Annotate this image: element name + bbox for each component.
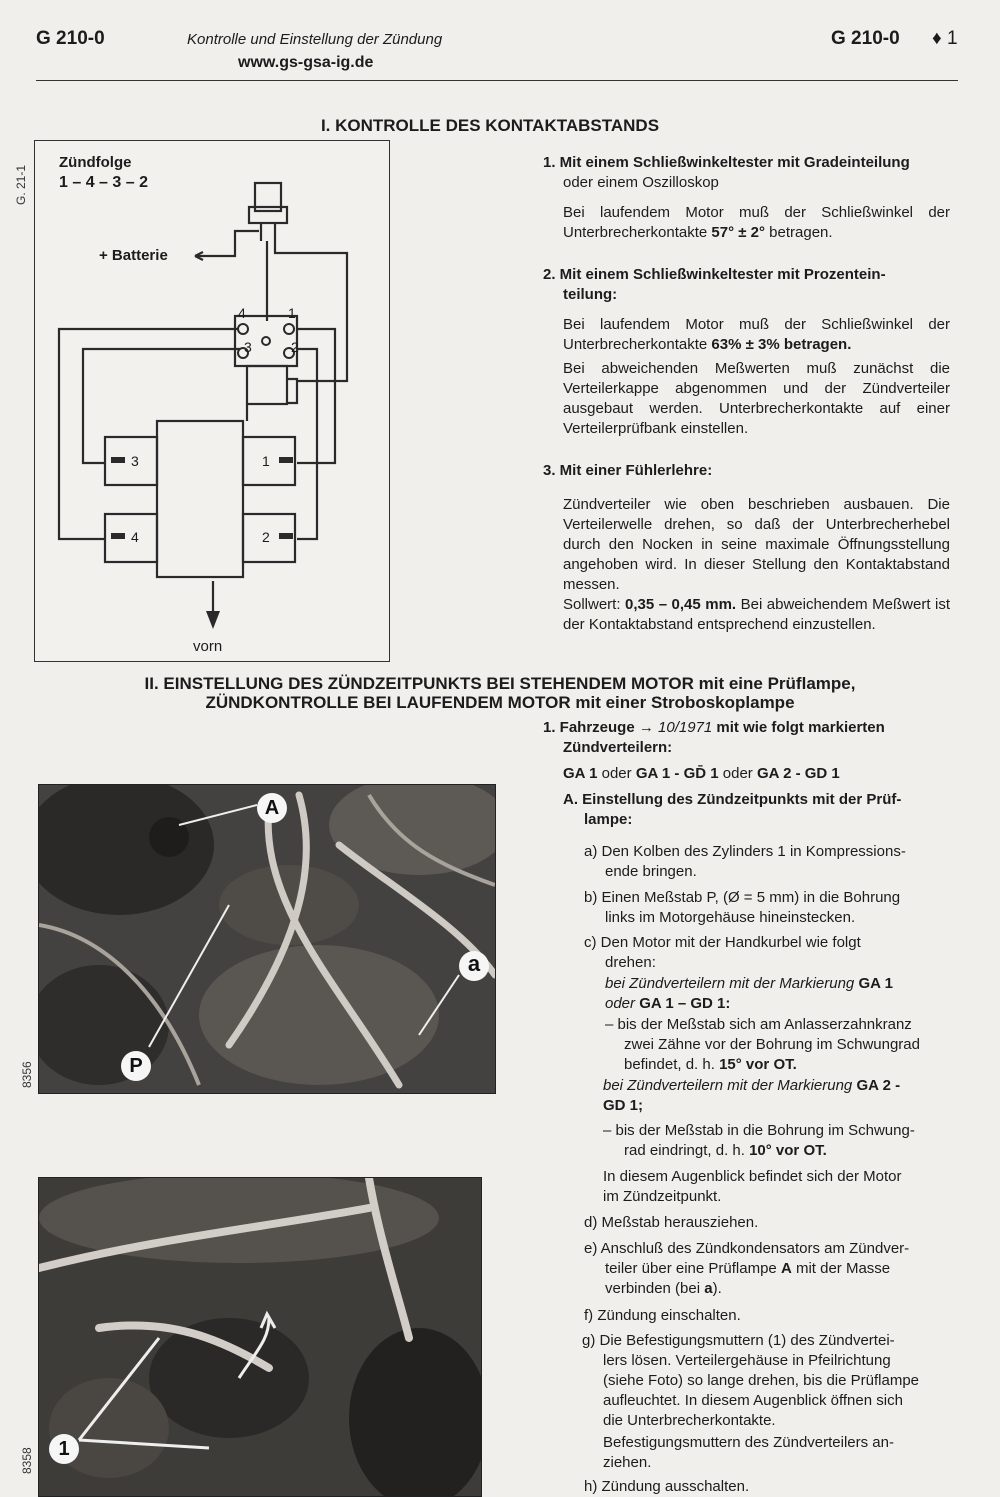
- step2-text-a: Bei laufendem Motor muß der Schließwinkel der Unterbrecherkontakte 63% ± 3% betragen.: [563, 316, 950, 353]
- engine-photo-1: [38, 784, 496, 1094]
- item-a-2: ende bringen.: [605, 863, 697, 880]
- item-h-1: h) Zündung ausschalten.: [584, 1478, 750, 1495]
- photo1-callout-A: A: [257, 793, 287, 823]
- header-title: Kontrolle und Einstellung der Zündung: [187, 31, 443, 48]
- cyl-label-3: 3: [131, 453, 139, 469]
- step3-text-a: Zündverteiler wie oben beschrieben ausbauen. Die Verteilerwelle drehen, so daß der Unterbrecherhebel durch den Nocken in seine maximale Öffnungsstellung angehoben wird. In dieser Stellung den Kontaktabstand messen.: [563, 496, 950, 593]
- item-g-4: aufleuchtet. In diesem Augenblick öffnen sich: [603, 1392, 903, 1409]
- section1-title: I. KONTROLLE DES KONTAKTABSTANDS: [320, 116, 660, 135]
- photo1-callout-a: a: [459, 951, 489, 981]
- item-b-2: links im Motorgehäuse hineinstecken.: [605, 909, 856, 926]
- item-e-1: e) Anschluß des Zündkondensators am Zündver-: [584, 1240, 910, 1257]
- item-c-10: – bis der Meßstab in die Bohrung im Schwung-: [603, 1122, 915, 1139]
- s2-step1-l1: 1. Fahrzeuge → 10/1971 mit wie folgt markierten: [543, 719, 885, 736]
- photo2-callout-1: 1: [49, 1434, 79, 1464]
- item-c-6: zwei Zähne vor der Bohrung im Schwungrad: [624, 1036, 920, 1053]
- step1-heading: 1. Mit einem Schließwinkeltester mit Gradeinteilung: [543, 154, 910, 171]
- step3-text-b: Sollwert: 0,35 – 0,45 mm. Bei abweichendem Meßwert ist der Kontaktabstand entsprechend einzustellen.: [563, 596, 950, 633]
- item-g-5: die Unterbrecherkontakte.: [603, 1412, 776, 1429]
- step1-text: Bei laufendem Motor muß der Schließwinkel der Unterbrecherkontakte 57° ± 2° betragen.: [563, 204, 950, 241]
- dist-num-3: 3: [244, 339, 252, 355]
- step2-heading-cont: teilung:: [563, 286, 618, 303]
- photo2-id: 8358: [20, 1447, 34, 1474]
- item-c-12: In diesem Augenblick befindet sich der Motor: [603, 1168, 902, 1185]
- header-code-right: G 210-0: [831, 28, 900, 49]
- s2-step1-l2: Zündverteilern:: [563, 739, 673, 756]
- cyl-label-4: 4: [131, 529, 139, 545]
- s2-subA-l2: lampe:: [584, 811, 633, 828]
- item-d-1: d) Meßstab herausziehen.: [584, 1214, 759, 1231]
- battery-label: + Batterie: [99, 247, 168, 264]
- firing-order-label: Zündfolge: [59, 154, 132, 171]
- engine-photo-2: [38, 1177, 482, 1497]
- item-e-3: verbinden (bei a).: [605, 1280, 722, 1297]
- item-a-1: a) Den Kolben des Zylinders 1 in Kompressions-: [584, 843, 906, 860]
- step2-text-b: Bei abweichenden Meßwerten muß zunächst die Verteilerkappe abgenommen und der Zündverteiler ausgebaut werden. Unterbrecherkontakte auf einer Verteilerprüfbank einstellen.: [563, 360, 950, 437]
- item-g-6: Befestigungsmuttern des Zündverteilers an-: [603, 1434, 894, 1451]
- section1-text: [543, 153, 950, 635]
- header-code-left: G 210-0: [36, 28, 105, 49]
- item-c-1: c) Den Motor mit der Handkurbel wie folgt: [584, 934, 861, 951]
- cyl-label-2: 2: [262, 529, 270, 545]
- section2-title-l1: II. EINSTELLUNG DES ZÜNDZEITPUNKTS BEI STEHENDEM MOTOR mit eine Prüflampe,: [144, 674, 856, 693]
- item-c-8: bei Zündverteilern mit der Markierung GA 2 -: [603, 1077, 901, 1094]
- header-url[interactable]: www.gs-gsa-ig.de: [238, 54, 374, 71]
- item-g-3: (siehe Foto) so lange drehen, bis die Prüflampe: [603, 1372, 920, 1389]
- section2-title-l2: ZÜNDKONTROLLE BEI LAUFENDEM MOTOR mit einer Stroboskoplampe: [205, 693, 795, 712]
- photo1-id: 8356: [20, 1061, 34, 1088]
- item-c-9: GD 1;: [603, 1097, 644, 1114]
- step3-heading: 3. Mit einer Fühlerlehre:: [543, 462, 713, 479]
- photo1-callout-P: P: [121, 1051, 151, 1081]
- dist-num-2: 2: [291, 339, 299, 355]
- item-c-4: oder GA 1 – GD 1:: [605, 995, 731, 1012]
- dist-num-4: 4: [238, 305, 246, 321]
- s2-markings: GA 1 oder GA 1 - GD̄ 1 oder GA 2 - GD 1: [563, 765, 840, 782]
- item-g-7: ziehen.: [603, 1454, 652, 1471]
- item-b-1: b) Einen Meßstab P, (Ø = 5 mm) in die Bohrung: [584, 889, 901, 906]
- item-c-13: im Zündzeitpunkt.: [603, 1188, 722, 1205]
- step2-heading: 2. Mit einem Schließwinkeltester mit Prozentein-: [543, 266, 886, 283]
- header-page-marker: ♦ 1: [932, 28, 958, 49]
- wiring-diagram: [34, 140, 390, 662]
- item-g-1: g) Die Befestigungsmuttern (1) des Zündvertei-: [582, 1332, 895, 1349]
- item-c-5: – bis der Meßstab sich am Anlasserzahnkranz: [605, 1016, 912, 1033]
- front-label: vorn: [193, 638, 223, 655]
- item-g-2: lers lösen. Verteilergehäuse in Pfeilrichtung: [603, 1352, 891, 1369]
- s2-subA-l1: A. Einstellung des Zündzeitpunkts mit der Prüf-: [563, 791, 902, 808]
- dist-num-1: 1: [288, 305, 296, 321]
- side-label: G. 21-1: [14, 164, 28, 205]
- step1-heading-cont: oder einem Oszilloskop: [563, 174, 719, 191]
- item-c-3: bei Zündverteilern mit der Markierung GA 1: [605, 975, 893, 992]
- wiring-schematic: [35, 141, 389, 661]
- item-c-11: rad eindringt, d. h. 10° vor OT.: [624, 1142, 827, 1159]
- item-e-2: teiler über eine Prüflampe A mit der Masse: [605, 1260, 891, 1277]
- cyl-label-1: 1: [262, 453, 270, 469]
- item-c-2: drehen:: [605, 954, 656, 971]
- firing-order-value: 1 – 4 – 3 – 2: [59, 174, 148, 191]
- header-rule: [36, 80, 958, 81]
- item-c-7: befindet, d. h. 15° vor OT.: [624, 1056, 797, 1073]
- item-f-1: f) Zündung einschalten.: [584, 1307, 741, 1324]
